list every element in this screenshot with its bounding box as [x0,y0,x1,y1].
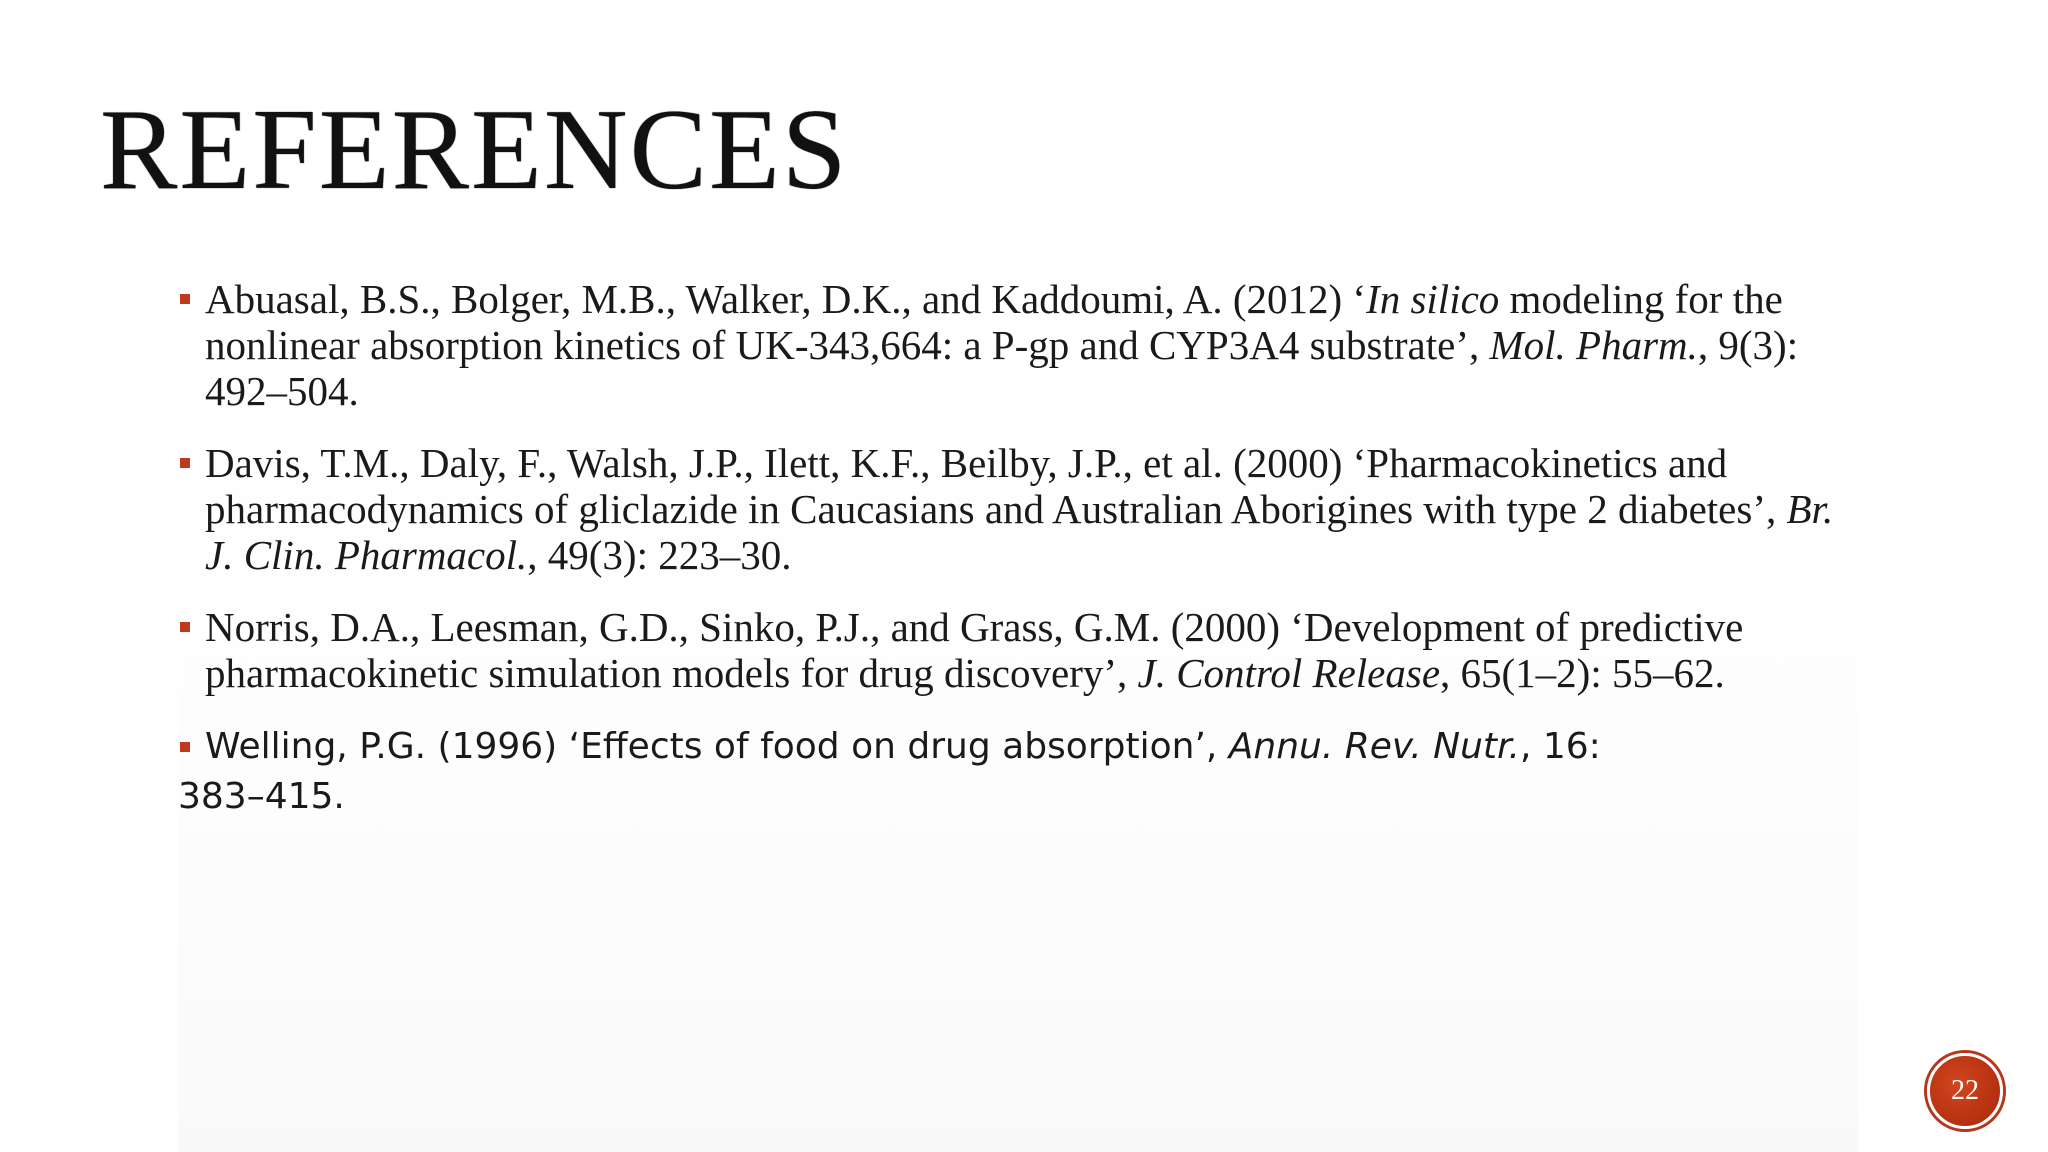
square-bullet-icon [180,622,190,632]
reference-text: Davis, T.M., Daly, F., Walsh, J.P., Ilett, K.F., Beilby, J.P., et al. (2000) ‘Pharmacokinetics and pharmacodynamics of gliclazide in Caucasians and Australian Aborigines with type 2 diabetes’, [205,440,1787,532]
reference-journal: Mol. Pharm. [1489,322,1698,368]
reference-text: , 49(3): 223–30. [527,532,792,578]
reference-item [178,722,1858,822]
reference-text: , 65(1–2): 55–62. [1440,650,1725,696]
reference-item [178,276,1858,414]
reference-item [178,604,1858,696]
slide-title: REFERENCES [100,86,849,214]
reference-text: Norris, D.A., Leesman, G.D., Sinko, P.J., and Grass, G.M. (2000) ‘Development of predictive pharmacokinetic simulation models for drug discovery’, [205,604,1744,696]
reference-journal: Annu. Rev. Nutr. [1228,726,1520,767]
reference-item [178,440,1858,578]
reference-list [178,276,1858,848]
reference-continuation: 383–415. [178,776,345,817]
reference-text: , 9(3): 492–504. [205,322,1799,414]
page-number-badge [1927,1053,2003,1129]
reference-journal: J. Control Release [1137,650,1441,696]
reference-journal: Br. J. Clin. Pharmacol. [205,486,1834,578]
reference-italic: In silico [1366,276,1500,322]
page-number: 22 [1951,1075,1979,1106]
reference-text: Abuasal, B.S., Bolger, M.B., Walker, D.K., and Kaddoumi, A. (2012) ‘ [205,276,1367,322]
reference-text: modeling for the nonlinear absorption kinetics of UK-343,664: a P-gp and CYP3A4 substrate’, [205,276,1783,368]
square-bullet-icon [180,742,190,752]
reference-text: Welling, P.G. (1996) ‘Effects of food on drug absorption’, [205,726,1229,767]
square-bullet-icon [180,458,190,468]
reference-text: , 16: [1519,726,1601,767]
square-bullet-icon [180,294,190,304]
